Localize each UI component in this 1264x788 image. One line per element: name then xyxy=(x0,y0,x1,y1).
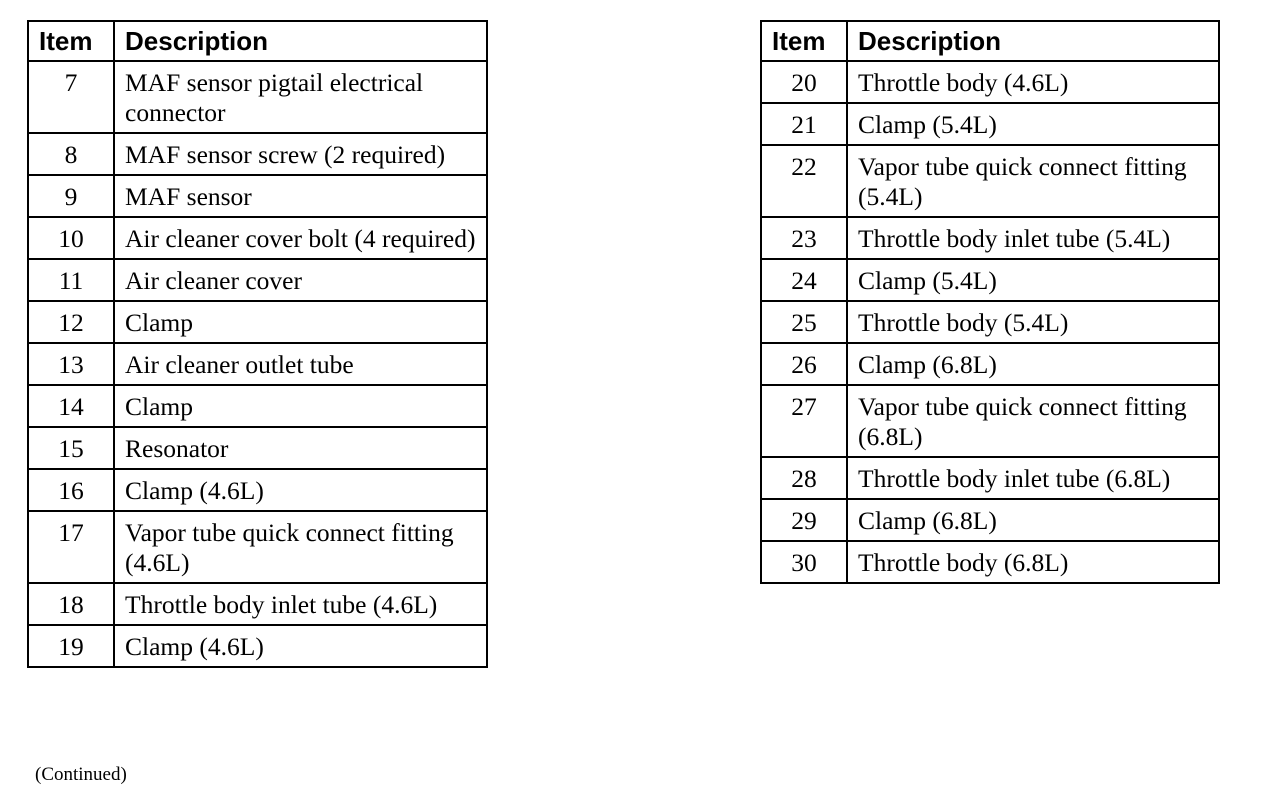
item-description: MAF sensor xyxy=(114,175,487,217)
table-row xyxy=(28,427,487,469)
item-number: 14 xyxy=(28,385,114,427)
header-row xyxy=(28,21,487,61)
table-row xyxy=(28,259,487,301)
item-number: 12 xyxy=(28,301,114,343)
item-number: 22 xyxy=(761,145,847,217)
column-header-description: Description xyxy=(847,21,1219,61)
item-number: 30 xyxy=(761,541,847,583)
table-row xyxy=(761,259,1219,301)
table-row xyxy=(761,145,1219,217)
item-description: Throttle body inlet tube (5.4L) xyxy=(847,217,1219,259)
item-number: 21 xyxy=(761,103,847,145)
table-row xyxy=(28,583,487,625)
table-row xyxy=(28,217,487,259)
item-description: Clamp (4.6L) xyxy=(114,625,487,667)
table-row xyxy=(761,499,1219,541)
table-row xyxy=(761,217,1219,259)
column-header-item: Item xyxy=(28,21,114,61)
item-description: Throttle body (4.6L) xyxy=(847,61,1219,103)
item-description: Vapor tube quick connect fitting (5.4L) xyxy=(847,145,1219,217)
item-number: 28 xyxy=(761,457,847,499)
item-number: 10 xyxy=(28,217,114,259)
table-row xyxy=(761,541,1219,583)
item-description: MAF sensor pigtail electrical connector xyxy=(114,61,487,133)
item-number: 17 xyxy=(28,511,114,583)
item-description: Throttle body inlet tube (4.6L) xyxy=(114,583,487,625)
item-number: 25 xyxy=(761,301,847,343)
table-row xyxy=(761,301,1219,343)
table-row xyxy=(761,385,1219,457)
table-body-right xyxy=(761,61,1219,583)
table-row xyxy=(761,343,1219,385)
item-description: Clamp (6.8L) xyxy=(847,343,1219,385)
item-number: 27 xyxy=(761,385,847,457)
item-number: 29 xyxy=(761,499,847,541)
item-description: Air cleaner cover xyxy=(114,259,487,301)
table-row xyxy=(28,301,487,343)
parts-table-right xyxy=(760,20,1220,584)
item-number: 11 xyxy=(28,259,114,301)
item-number: 24 xyxy=(761,259,847,301)
table-row xyxy=(761,457,1219,499)
table-row xyxy=(761,103,1219,145)
item-description: Vapor tube quick connect fitting (4.6L) xyxy=(114,511,487,583)
table-body-left xyxy=(28,61,487,667)
item-description: Air cleaner outlet tube xyxy=(114,343,487,385)
column-header-description: Description xyxy=(114,21,487,61)
table-row xyxy=(28,133,487,175)
column-header-item: Item xyxy=(761,21,847,61)
item-number: 26 xyxy=(761,343,847,385)
header-row xyxy=(761,21,1219,61)
item-description: MAF sensor screw (2 required) xyxy=(114,133,487,175)
item-description: Clamp xyxy=(114,301,487,343)
item-number: 19 xyxy=(28,625,114,667)
item-description: Throttle body (5.4L) xyxy=(847,301,1219,343)
item-number: 23 xyxy=(761,217,847,259)
continued-note: (Continued) xyxy=(35,764,127,785)
item-description: Throttle body inlet tube (6.8L) xyxy=(847,457,1219,499)
table-row xyxy=(28,385,487,427)
table-row xyxy=(28,469,487,511)
item-number: 18 xyxy=(28,583,114,625)
item-number: 13 xyxy=(28,343,114,385)
item-description: Air cleaner cover bolt (4 required) xyxy=(114,217,487,259)
table-row xyxy=(28,511,487,583)
item-description: Clamp (6.8L) xyxy=(847,499,1219,541)
parts-table-left xyxy=(27,20,488,668)
item-number: 9 xyxy=(28,175,114,217)
item-description: Resonator xyxy=(114,427,487,469)
item-description: Clamp (5.4L) xyxy=(847,103,1219,145)
table-row xyxy=(28,625,487,667)
table-row xyxy=(28,343,487,385)
table-row xyxy=(761,61,1219,103)
item-description: Clamp (4.6L) xyxy=(114,469,487,511)
item-description: Clamp (5.4L) xyxy=(847,259,1219,301)
item-description: Throttle body (6.8L) xyxy=(847,541,1219,583)
item-number: 7 xyxy=(28,61,114,133)
item-description: Clamp xyxy=(114,385,487,427)
table-row xyxy=(28,175,487,217)
item-number: 8 xyxy=(28,133,114,175)
table-row xyxy=(28,61,487,133)
item-description: Vapor tube quick connect fitting (6.8L) xyxy=(847,385,1219,457)
item-number: 20 xyxy=(761,61,847,103)
item-number: 15 xyxy=(28,427,114,469)
item-number: 16 xyxy=(28,469,114,511)
